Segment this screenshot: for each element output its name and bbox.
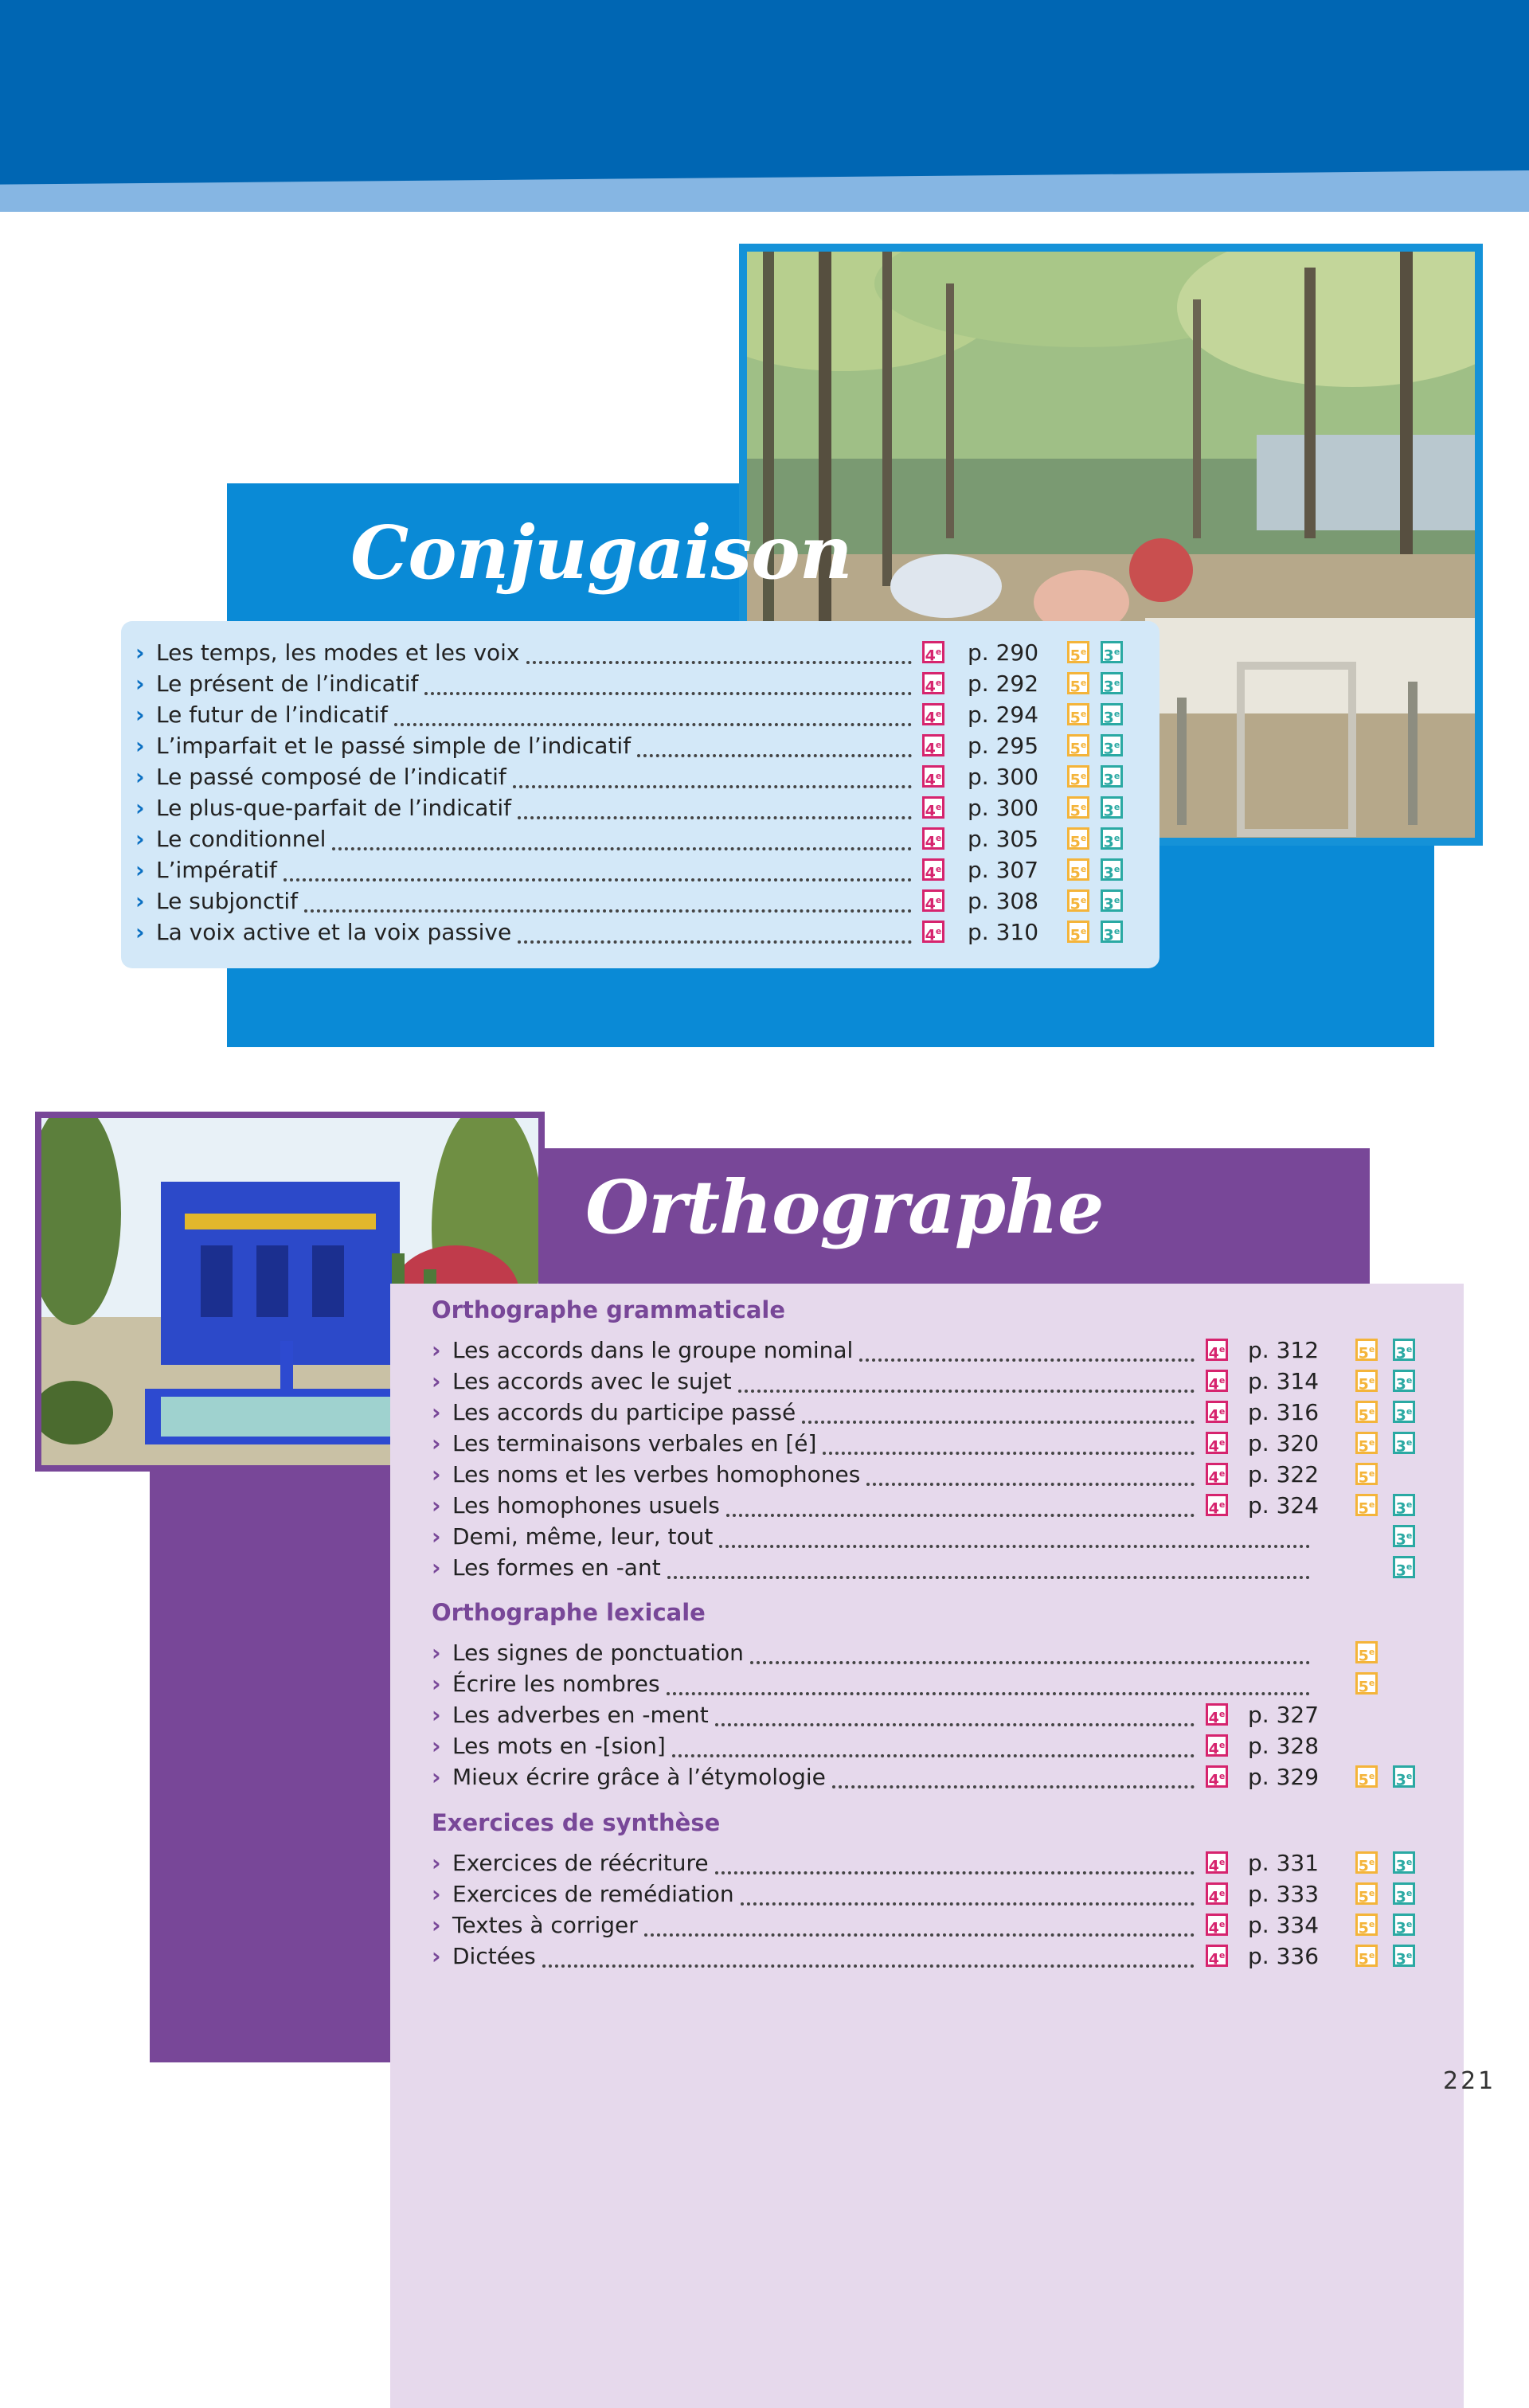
level-badge: 4e <box>1206 1734 1228 1757</box>
toc-entry-label: Mieux écrire grâce à l’étymologie <box>452 1764 826 1790</box>
toc-page-ref: p. 316 <box>1248 1399 1320 1425</box>
level-badge: 4e <box>922 765 944 788</box>
toc-entry[interactable] <box>135 730 1139 761</box>
level-badge: 3e <box>1393 1556 1415 1578</box>
toc-entry-label: Les accords du participe passé <box>452 1399 796 1425</box>
toc-entry[interactable] <box>432 1490 1443 1521</box>
toc-entry[interactable] <box>432 1699 1443 1730</box>
level-badge: 3e <box>1393 1914 1415 1936</box>
toc-entry-label: L’imparfait et le passé simple de l’indicatif <box>156 733 632 759</box>
toc-page-ref: p. 331 <box>1248 1850 1320 1876</box>
level-badge: 5e <box>1067 734 1089 756</box>
toc-entry-label: Demi, même, leur, tout <box>452 1523 714 1550</box>
level-badge: 5e <box>1355 1765 1378 1788</box>
level-badge: 4e <box>1206 1339 1228 1361</box>
toc-entry[interactable] <box>432 1366 1443 1397</box>
level-badge: 5e <box>1067 858 1089 881</box>
level-badge: 5e <box>1067 827 1089 850</box>
toc-page-ref: p. 327 <box>1248 1702 1320 1728</box>
leader-dots <box>726 1490 1195 1517</box>
level-badge: 5e <box>1355 1339 1378 1361</box>
level-badge: 5e <box>1355 1945 1378 1967</box>
level-badge: 3e <box>1393 1882 1415 1905</box>
leader-dots <box>715 1699 1195 1726</box>
toc-entry-label: Exercices de remédiation <box>452 1881 734 1907</box>
toc-entry-label: Le subjonctif <box>156 888 299 914</box>
level-badge: 4e <box>922 858 944 881</box>
level-badge: 5e <box>1355 1432 1378 1454</box>
toc-entry-label: Les terminaisons verbales en [é] <box>452 1430 817 1456</box>
toc-entry-label: Le présent de l’indicatif <box>156 670 419 697</box>
level-badge: 4e <box>1206 1370 1228 1392</box>
leader-dots <box>542 1941 1195 1968</box>
toc-entry[interactable] <box>432 1847 1443 1878</box>
toc-entry-label: Le plus-que-parfait de l’indicatif <box>156 795 512 821</box>
leader-dots <box>738 1366 1195 1393</box>
level-badge: 5e <box>1355 1641 1378 1663</box>
leader-dots <box>859 1335 1195 1362</box>
chevron-right-icon: › <box>432 1554 441 1581</box>
header-band <box>0 0 1529 185</box>
toc-entry[interactable] <box>135 637 1139 668</box>
level-badge: 5e <box>1067 796 1089 819</box>
level-badge: 4e <box>922 734 944 756</box>
chevron-right-icon: › <box>432 1733 441 1759</box>
level-badge: 4e <box>1206 1882 1228 1905</box>
leader-dots <box>823 1428 1195 1455</box>
chevron-right-icon: › <box>432 1523 441 1550</box>
level-badge: 4e <box>1206 1463 1228 1485</box>
leader-dots <box>526 637 912 664</box>
toc-entry[interactable] <box>135 761 1139 792</box>
toc-entry-label: Le futur de l’indicatif <box>156 702 388 728</box>
toc-page-ref: p. 310 <box>968 919 1039 945</box>
toc-entry[interactable] <box>432 1459 1443 1490</box>
toc-entry-label: Les accords avec le sujet <box>452 1368 732 1394</box>
toc-page-ref: p. 300 <box>968 764 1039 790</box>
toc-page-ref: p. 333 <box>1248 1881 1320 1907</box>
toc-page-ref: p. 307 <box>968 857 1039 883</box>
level-badge: 5e <box>1355 1851 1378 1874</box>
chevron-right-icon: › <box>135 733 145 759</box>
level-badge: 4e <box>922 921 944 943</box>
conjugaison-title: Conjugaison <box>350 510 852 596</box>
toc-entry[interactable] <box>432 1521 1443 1552</box>
leader-dots <box>667 1552 1310 1579</box>
chevron-right-icon: › <box>432 1430 441 1456</box>
chevron-right-icon: › <box>135 919 145 945</box>
level-badge: 3e <box>1101 889 1123 912</box>
leader-dots <box>424 668 912 695</box>
level-badge: 5e <box>1355 1882 1378 1905</box>
toc-page-ref: p. 295 <box>968 733 1039 759</box>
leader-dots <box>394 699 912 726</box>
chevron-right-icon: › <box>432 1881 441 1907</box>
toc-page-ref: p. 308 <box>968 888 1039 914</box>
toc-entry-label: L’impératif <box>156 857 277 883</box>
chevron-right-icon: › <box>135 857 145 883</box>
level-badge: 4e <box>922 889 944 912</box>
level-badge: 5e <box>1067 641 1089 663</box>
chevron-right-icon: › <box>135 888 145 914</box>
chevron-right-icon: › <box>432 1492 441 1519</box>
level-badge: 4e <box>1206 1851 1228 1874</box>
chevron-right-icon: › <box>135 670 145 697</box>
leader-dots <box>719 1521 1310 1548</box>
level-badge: 3e <box>1393 1851 1415 1874</box>
toc-entry-label: Les homophones usuels <box>452 1492 720 1519</box>
level-badge: 5e <box>1067 703 1089 725</box>
chevron-right-icon: › <box>432 1850 441 1876</box>
level-badge: 3e <box>1101 672 1123 694</box>
toc-entry-label: Dictées <box>452 1943 536 1969</box>
level-badge: 3e <box>1101 921 1123 943</box>
chevron-right-icon: › <box>432 1912 441 1938</box>
toc-page-ref: p. 292 <box>968 670 1039 697</box>
toc-entry[interactable] <box>432 1335 1443 1366</box>
level-badge: 4e <box>922 641 944 663</box>
leader-dots <box>672 1730 1195 1757</box>
chevron-right-icon: › <box>432 1943 441 1969</box>
chevron-right-icon: › <box>135 639 145 666</box>
toc-entry[interactable] <box>432 1878 1443 1910</box>
leader-dots <box>518 917 912 944</box>
toc-entry-label: Le conditionnel <box>156 826 327 852</box>
level-badge: 3e <box>1101 827 1123 850</box>
toc-entry-label: Le passé composé de l’indicatif <box>156 764 506 790</box>
leader-dots <box>637 730 912 757</box>
toc-page-ref: p. 314 <box>1248 1368 1320 1394</box>
leader-dots <box>304 885 912 913</box>
toc-entry[interactable] <box>432 1730 1443 1761</box>
toc-entry-label: Écrire les nombres <box>452 1671 660 1697</box>
toc-entry-label: Exercices de réécriture <box>452 1850 709 1876</box>
toc-entry[interactable] <box>432 1637 1443 1668</box>
toc-page-ref: p. 336 <box>1248 1943 1320 1969</box>
level-badge: 3e <box>1101 858 1123 881</box>
toc-entry-label: Les adverbes en -ment <box>452 1702 709 1728</box>
chevron-right-icon: › <box>432 1368 441 1394</box>
level-badge: 3e <box>1101 796 1123 819</box>
leader-dots <box>667 1668 1310 1695</box>
chevron-right-icon: › <box>135 826 145 852</box>
chevron-right-icon: › <box>432 1640 441 1666</box>
toc-entry[interactable] <box>432 1552 1443 1583</box>
toc-page-ref: p. 329 <box>1248 1764 1320 1790</box>
level-badge: 3e <box>1393 1432 1415 1454</box>
leader-dots <box>715 1847 1195 1874</box>
toc-entry-label: La voix active et la voix passive <box>156 919 512 945</box>
toc-entry[interactable] <box>135 854 1139 885</box>
level-badge: 5e <box>1355 1401 1378 1423</box>
level-badge: 4e <box>922 827 944 850</box>
level-badge: 4e <box>922 796 944 819</box>
toc-page-ref: p. 312 <box>1248 1337 1320 1363</box>
toc-page-ref: p. 324 <box>1248 1492 1320 1519</box>
leader-dots <box>518 792 912 819</box>
level-badge: 3e <box>1101 734 1123 756</box>
toc-entry[interactable] <box>135 823 1139 854</box>
level-badge: 4e <box>1206 1945 1228 1967</box>
page-number: 221 <box>1443 2067 1496 2095</box>
level-badge: 3e <box>1393 1765 1415 1788</box>
level-badge: 3e <box>1101 641 1123 663</box>
leader-dots <box>832 1761 1195 1788</box>
chevron-right-icon: › <box>432 1764 441 1790</box>
toc-entry-label: Textes à corriger <box>452 1912 638 1938</box>
orthographe-title: Orthographe <box>585 1164 1104 1250</box>
toc-page-ref: p. 322 <box>1248 1461 1320 1487</box>
leader-dots <box>802 1397 1195 1424</box>
chevron-right-icon: › <box>432 1399 441 1425</box>
level-badge: 3e <box>1101 703 1123 725</box>
toc-entry-label: Les accords dans le groupe nominal <box>452 1337 854 1363</box>
section-heading: Exercices de synthèse <box>432 1809 721 1836</box>
leader-dots <box>750 1637 1310 1664</box>
toc-entry[interactable] <box>432 1910 1443 1941</box>
toc-entry[interactable] <box>432 1941 1443 1972</box>
toc-page-ref: p. 320 <box>1248 1430 1320 1456</box>
leader-dots <box>513 761 912 788</box>
toc-page-ref: p. 305 <box>968 826 1039 852</box>
level-badge: 3e <box>1393 1370 1415 1392</box>
level-badge: 5e <box>1067 765 1089 788</box>
toc-page-ref: p. 294 <box>968 702 1039 728</box>
leader-dots <box>866 1459 1195 1486</box>
level-badge: 3e <box>1393 1945 1415 1967</box>
level-badge: 3e <box>1393 1525 1415 1547</box>
section-heading: Orthographe grammaticale <box>432 1296 785 1323</box>
toc-entry-label: Les formes en -ant <box>452 1554 661 1581</box>
level-badge: 3e <box>1393 1494 1415 1516</box>
chevron-right-icon: › <box>432 1461 441 1487</box>
chevron-right-icon: › <box>135 795 145 821</box>
level-badge: 4e <box>1206 1914 1228 1936</box>
level-badge: 5e <box>1355 1914 1378 1936</box>
level-badge: 5e <box>1355 1494 1378 1516</box>
toc-entry[interactable] <box>432 1761 1443 1792</box>
toc-entry-label: Les temps, les modes et les voix <box>156 639 520 666</box>
level-badge: 4e <box>922 703 944 725</box>
section-heading: Orthographe lexicale <box>432 1599 706 1626</box>
level-badge: 3e <box>1393 1339 1415 1361</box>
toc-page-ref: p. 290 <box>968 639 1039 666</box>
toc-entry[interactable] <box>135 917 1139 948</box>
level-badge: 4e <box>1206 1494 1228 1516</box>
leader-dots <box>644 1910 1195 1937</box>
level-badge: 3e <box>1393 1401 1415 1423</box>
chevron-right-icon: › <box>432 1671 441 1697</box>
level-badge: 4e <box>1206 1765 1228 1788</box>
toc-entry[interactable] <box>432 1397 1443 1428</box>
level-badge: 5e <box>1355 1370 1378 1392</box>
level-badge: 5e <box>1067 921 1089 943</box>
toc-entry[interactable] <box>135 699 1139 730</box>
toc-page-ref: p. 334 <box>1248 1912 1320 1938</box>
level-badge: 5e <box>1067 889 1089 912</box>
toc-page-ref: p. 328 <box>1248 1733 1320 1759</box>
leader-dots <box>284 854 912 882</box>
level-badge: 5e <box>1355 1463 1378 1485</box>
toc-page-ref: p. 300 <box>968 795 1039 821</box>
level-badge: 4e <box>922 672 944 694</box>
toc-entry-label: Les mots en -[sion] <box>452 1733 666 1759</box>
toc-entry[interactable] <box>432 1668 1443 1699</box>
toc-entry[interactable] <box>135 792 1139 823</box>
chevron-right-icon: › <box>135 764 145 790</box>
level-badge: 4e <box>1206 1401 1228 1423</box>
chevron-right-icon: › <box>432 1702 441 1728</box>
chevron-right-icon: › <box>432 1337 441 1363</box>
level-badge: 5e <box>1067 672 1089 694</box>
leader-dots <box>741 1878 1195 1906</box>
toc-entry[interactable] <box>432 1428 1443 1459</box>
leader-dots <box>332 823 912 850</box>
toc-entry[interactable] <box>135 668 1139 699</box>
toc-entry[interactable] <box>135 885 1139 917</box>
chevron-right-icon: › <box>135 702 145 728</box>
level-badge: 4e <box>1206 1703 1228 1726</box>
toc-entry-label: Les signes de ponctuation <box>452 1640 744 1666</box>
level-badge: 4e <box>1206 1432 1228 1454</box>
level-badge: 3e <box>1101 765 1123 788</box>
toc-entry-label: Les noms et les verbes homophones <box>452 1461 861 1487</box>
level-badge: 5e <box>1355 1672 1378 1695</box>
